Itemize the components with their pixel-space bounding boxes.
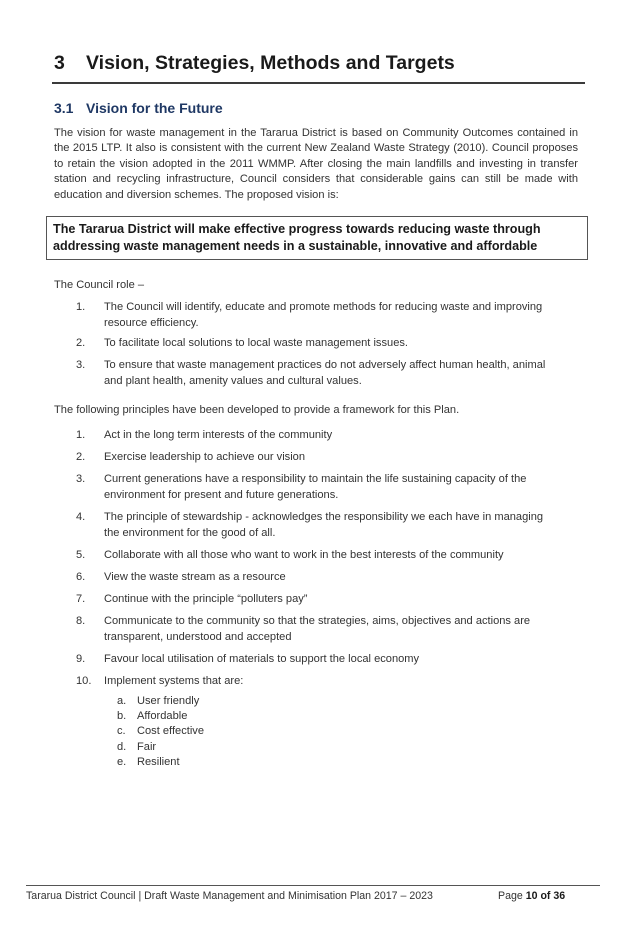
of-label: of [540, 890, 551, 902]
item-number: 4. [76, 511, 86, 523]
item-number: 2. [76, 451, 86, 463]
sublist-item [117, 694, 204, 709]
item-number: 1. [76, 301, 86, 313]
item-letter: e. [117, 755, 127, 768]
page-label: Page [498, 890, 523, 902]
sublist-item [117, 709, 204, 724]
item-text: Cost effective [137, 725, 205, 738]
vision-statement-box [46, 216, 588, 260]
item-text: The Council will identify, educate and promote methods for reducing waste and improving resource efficiency. [104, 301, 543, 329]
item-number: 3. [76, 359, 86, 371]
list-item [76, 614, 546, 645]
footer-divider [26, 885, 600, 886]
item-number: 9. [76, 653, 86, 665]
item-number: 10. [76, 675, 92, 687]
item-text: User friendly [137, 695, 200, 707]
item-number: 2. [76, 337, 86, 349]
list-item [76, 358, 546, 389]
list-item [76, 428, 546, 444]
item-text: Continue with the principle “polluters pay” [104, 593, 308, 605]
item-text: Current generations have a responsibility to maintain the life sustaining capacity of the environment for present and future generations. [104, 473, 527, 501]
item-text: Favour local utilisation of materials to support the local economy [104, 653, 420, 665]
page-number: 10 [525, 890, 538, 902]
list-item [76, 450, 546, 466]
systems-sublist [117, 694, 204, 770]
item-letter: a. [117, 695, 127, 707]
list-item [76, 300, 546, 331]
list-item [76, 472, 546, 503]
item-number: 1. [76, 429, 86, 441]
item-text: Exercise leadership to achieve our vision [104, 451, 306, 463]
item-letter: b. [117, 710, 127, 723]
list-item [76, 548, 546, 564]
council-role-intro: The Council role – [54, 279, 145, 291]
footer-title: Tararua District Council | Draft Waste Management and Minimisation Plan 2017 – 2023 [26, 890, 433, 902]
item-letter: c. [117, 725, 126, 738]
section-title: Vision, Strategies, Methods and Targets [86, 52, 455, 74]
item-text: Affordable [137, 710, 188, 723]
section-number: 3 [54, 52, 65, 74]
item-text: The principle of stewardship - acknowledges the responsibility we each have in managing the environment for the good of all. [104, 511, 544, 539]
subsection-title: Vision for the Future [86, 100, 223, 116]
list-item [76, 570, 546, 586]
page-number-indicator [498, 890, 565, 902]
item-text: View the waste stream as a resource [104, 571, 286, 583]
item-text: Collaborate with all those who want to work in the best interests of the community [104, 549, 504, 561]
sublist-item [117, 740, 204, 755]
list-item [76, 652, 546, 668]
section-heading [54, 52, 455, 75]
subsection-number: 3.1 [54, 100, 74, 116]
item-number: 8. [76, 615, 86, 627]
list-item [76, 336, 546, 352]
item-text: Resilient [137, 755, 180, 768]
item-number: 6. [76, 571, 86, 583]
list-item [76, 510, 546, 541]
intro-paragraph: The vision for waste management in the Tararua District is based on Community Outcomes contained in the 2015 LTP. It also is consistent with the current New Zealand Waste Strategy (2010). Council proposes to retain the vision adopted in the 2011 WMMP. After closing the main landfills and investing in transfer station and recycling infrastructure, Council considers that considerable gains can still be made with education and diversion schemes. The proposed vision is: [54, 127, 578, 201]
list-item [76, 592, 546, 608]
item-text: Communicate to the community so that the strategies, aims, objectives and actions are transparent, understood and accepted [104, 615, 531, 643]
item-text: Fair [137, 740, 157, 753]
item-text: To ensure that waste management practices do not adversely affect human health, animal and plant health, amenity values and cultural values. [104, 359, 546, 387]
item-number: 5. [76, 549, 86, 561]
item-text: To facilitate local solutions to local waste management issues. [104, 337, 408, 349]
item-number: 3. [76, 473, 86, 485]
vision-statement: The Tararua District will make effective progress towards reducing waste through addressing waste management needs in a sustainable, innovative and affordable [53, 222, 541, 253]
section-divider [52, 82, 585, 84]
item-number: 7. [76, 593, 86, 605]
page-total: 36 [553, 890, 566, 902]
principles-intro: The following principles have been developed to provide a framework for this Plan. [54, 404, 460, 416]
list-item [76, 674, 546, 690]
item-text: Implement systems that are: [104, 675, 244, 687]
item-letter: d. [117, 740, 127, 753]
item-text: Act in the long term interests of the community [104, 429, 333, 441]
sublist-item [117, 724, 204, 739]
sublist-item [117, 755, 204, 770]
subsection-heading [54, 100, 223, 116]
